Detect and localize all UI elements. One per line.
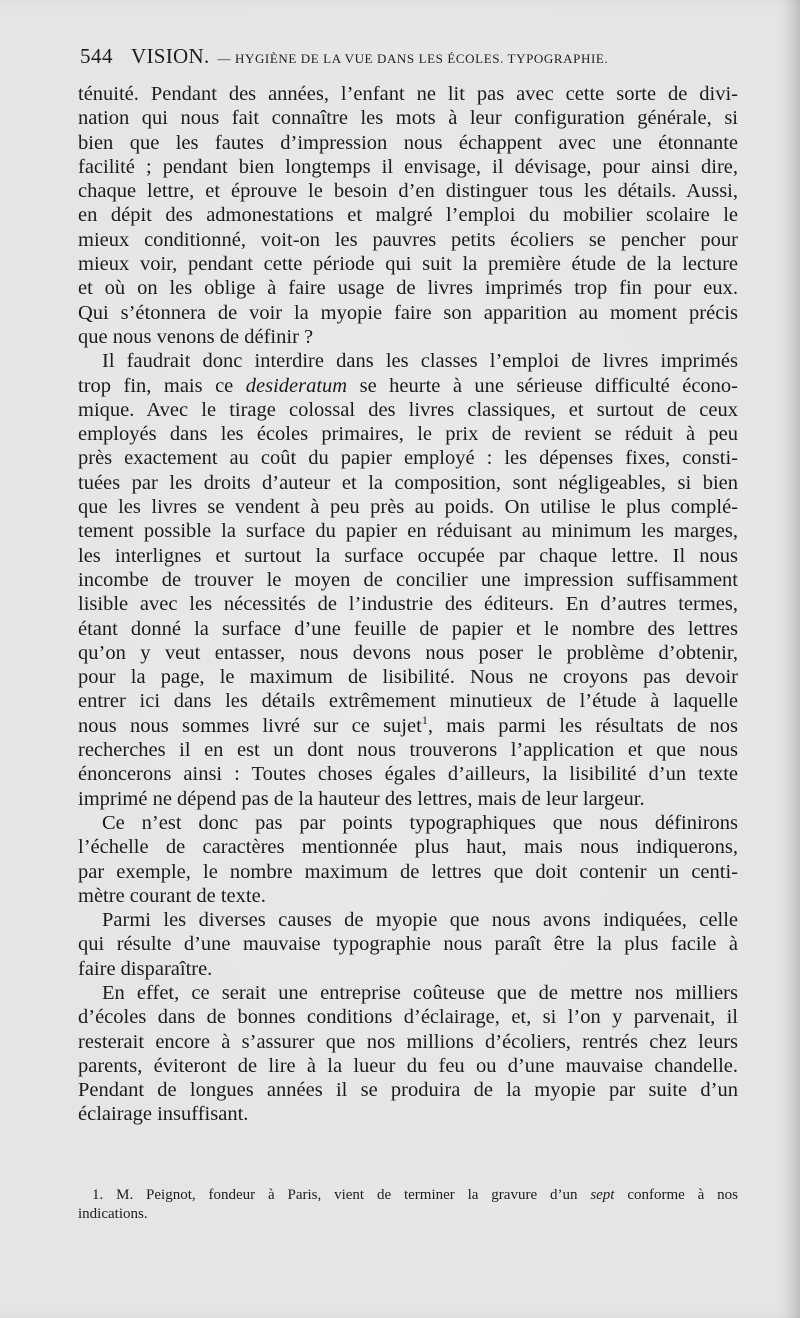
text-line: faire disparaître. [78, 957, 213, 980]
text-line: énoncerons ainsi : Toutes choses égales d’ailleurs, la lisibilité d’un texte [78, 763, 738, 786]
text-line: mètre courant de texte. [78, 884, 266, 907]
text-line: parents, éviteront de lire à la lueur du feu ou d’une mauvaise chandelle. [78, 1054, 738, 1077]
text-line: Qui s’étonnera de voir la myopie faire son apparition au moment précis [78, 301, 738, 324]
text-line: chaque lettre, et éprouve le besoin d’en distinguer tous les détails. Aussi, [78, 180, 738, 203]
text-line: et où on les oblige à faire usage de livres imprimés trop fin pour eux. [78, 277, 738, 300]
footnote-text: conforme à nos [627, 1187, 739, 1203]
text-line: employés dans les écoles primaires, le prix de revient se réduit à peu [78, 423, 738, 446]
text-line: Ce n’est donc pas par points typographiques que nous définirons [102, 811, 738, 834]
text-segment: trop fin, mais ce [78, 374, 234, 397]
text-line: mique. Avec le tirage colossal des livres classiques, et surtout de ceux [78, 398, 738, 421]
text-line: près exactement au coût du papier employé : les dépenses fixes, consti- [78, 447, 738, 470]
running-header [80, 44, 740, 74]
text-line: l’échelle de caractères mentionnée plus haut, mais nous indiquerons, [78, 836, 738, 859]
footnote-line: indications. [78, 1205, 148, 1222]
footnote-reference[interactable]: 1 [421, 712, 428, 727]
text-line: recherches il en est un dont nous trouverons l’application et que nous [78, 739, 738, 762]
footnote [78, 1186, 738, 1223]
text-line: ténuité. Pendant des années, l’enfant ne lit pas avec cette sorte de divi- [78, 83, 738, 105]
text-segment: se heurte à une sérieuse difficulté écono- [359, 374, 739, 397]
text-line: étant donné la surface d’une feuille de papier et le nombre des lettres [78, 617, 738, 640]
text-segment: nous nous sommes livré sur ce sujet [78, 714, 422, 737]
footnote-italic: sept [590, 1187, 615, 1203]
text-line: nation qui nous fait connaître les mots à leur configuration générale, si [78, 107, 738, 130]
text-line: Parmi les diverses causes de myopie que nous avons indiquées, celle [102, 909, 738, 932]
text-line: mieux conditionné, voit-on les pauvres petits écoliers se pencher pour [78, 228, 738, 251]
text-line: que nous venons de définir ? [78, 325, 314, 348]
text-line: Pendant de longues années il se produira de la myopie par suite d’un [78, 1079, 738, 1102]
text-line: lisible avec les nécessités de l’industrie des éditeurs. En d’autres termes, [78, 593, 738, 616]
text-line: tement possible la surface du papier en réduisant au minimum les marges, [78, 520, 738, 543]
text-line: en dépit des admonestations et malgré l’emploi du mobilier scolaire le [78, 204, 738, 227]
running-subtitle: — HYGIÈNE DE LA VUE DANS LES ÉCOLES. TYPOGRAPHIE. [217, 51, 609, 66]
text-line: qui résulte d’une mauvaise typographie nous paraît être la plus facile à [78, 933, 738, 956]
text-segment: , mais parmi les résultats de nos [427, 714, 738, 737]
text-line: Il faudrait donc interdire dans les classes l’emploi de livres imprimés [102, 350, 738, 373]
text-line: resterait encore à s’assurer que nos millions d’écoliers, rentrés chez leurs [78, 1030, 738, 1053]
text-line-with-italic [78, 374, 738, 398]
text-line: les interlignes et surtout la surface occupée par chaque lettre. Il nous [78, 544, 738, 567]
text-line: qu’on y veut entasser, nous devons nous poser le problème d’obtenir, [78, 641, 738, 664]
text-line: facilité ; pendant bien longtemps il envisage, il dévisage, pour ainsi dire, [78, 155, 738, 178]
text-line: d’écoles dans de bonnes conditions d’éclairage, et, si l’on y parvenait, il [78, 1006, 738, 1029]
text-line: En effet, ce serait une entreprise coûteuse que de mettre nos milliers [102, 981, 738, 1004]
text-line: éclairage insuffisant. [78, 1103, 249, 1126]
text-line: entrer ici dans les détails extrêmement minutieux de l’étude à laquelle [78, 690, 738, 713]
body-text [78, 82, 738, 1127]
text-line: par exemple, le nombre maximum de lettres que doit contenir un centi- [78, 860, 738, 883]
text-line: pour la page, le maximum de lisibilité. Nous ne croyons pas devoir [78, 666, 738, 689]
italic-term: desideratum [245, 374, 348, 397]
running-title: VISION. [131, 44, 210, 68]
footnote-text: 1. M. Peignot, fondeur à Paris, vient de terminer la gravure d’un [92, 1187, 578, 1203]
text-line: tuées par les droits d’auteur et la composition, sont négligeables, si bien [78, 471, 738, 494]
text-line: incombe de trouver le moyen de concilier une impression suffisamment [78, 568, 738, 591]
text-line: que les livres se vendent à peu près au poids. On utilise le plus complé- [78, 496, 738, 519]
text-line: bien que les fautes d’impression nous échappent avec une étonnante [78, 131, 738, 154]
footnote-line [78, 1186, 738, 1205]
text-line-with-footnote-ref [78, 714, 738, 738]
text-line: mieux voir, pendant cette période qui suit la première étude de la lecture [78, 253, 738, 276]
page-number: 544 [80, 44, 113, 68]
text-line: imprimé ne dépend pas de la hauteur des lettres, mais de leur largeur. [78, 787, 645, 810]
